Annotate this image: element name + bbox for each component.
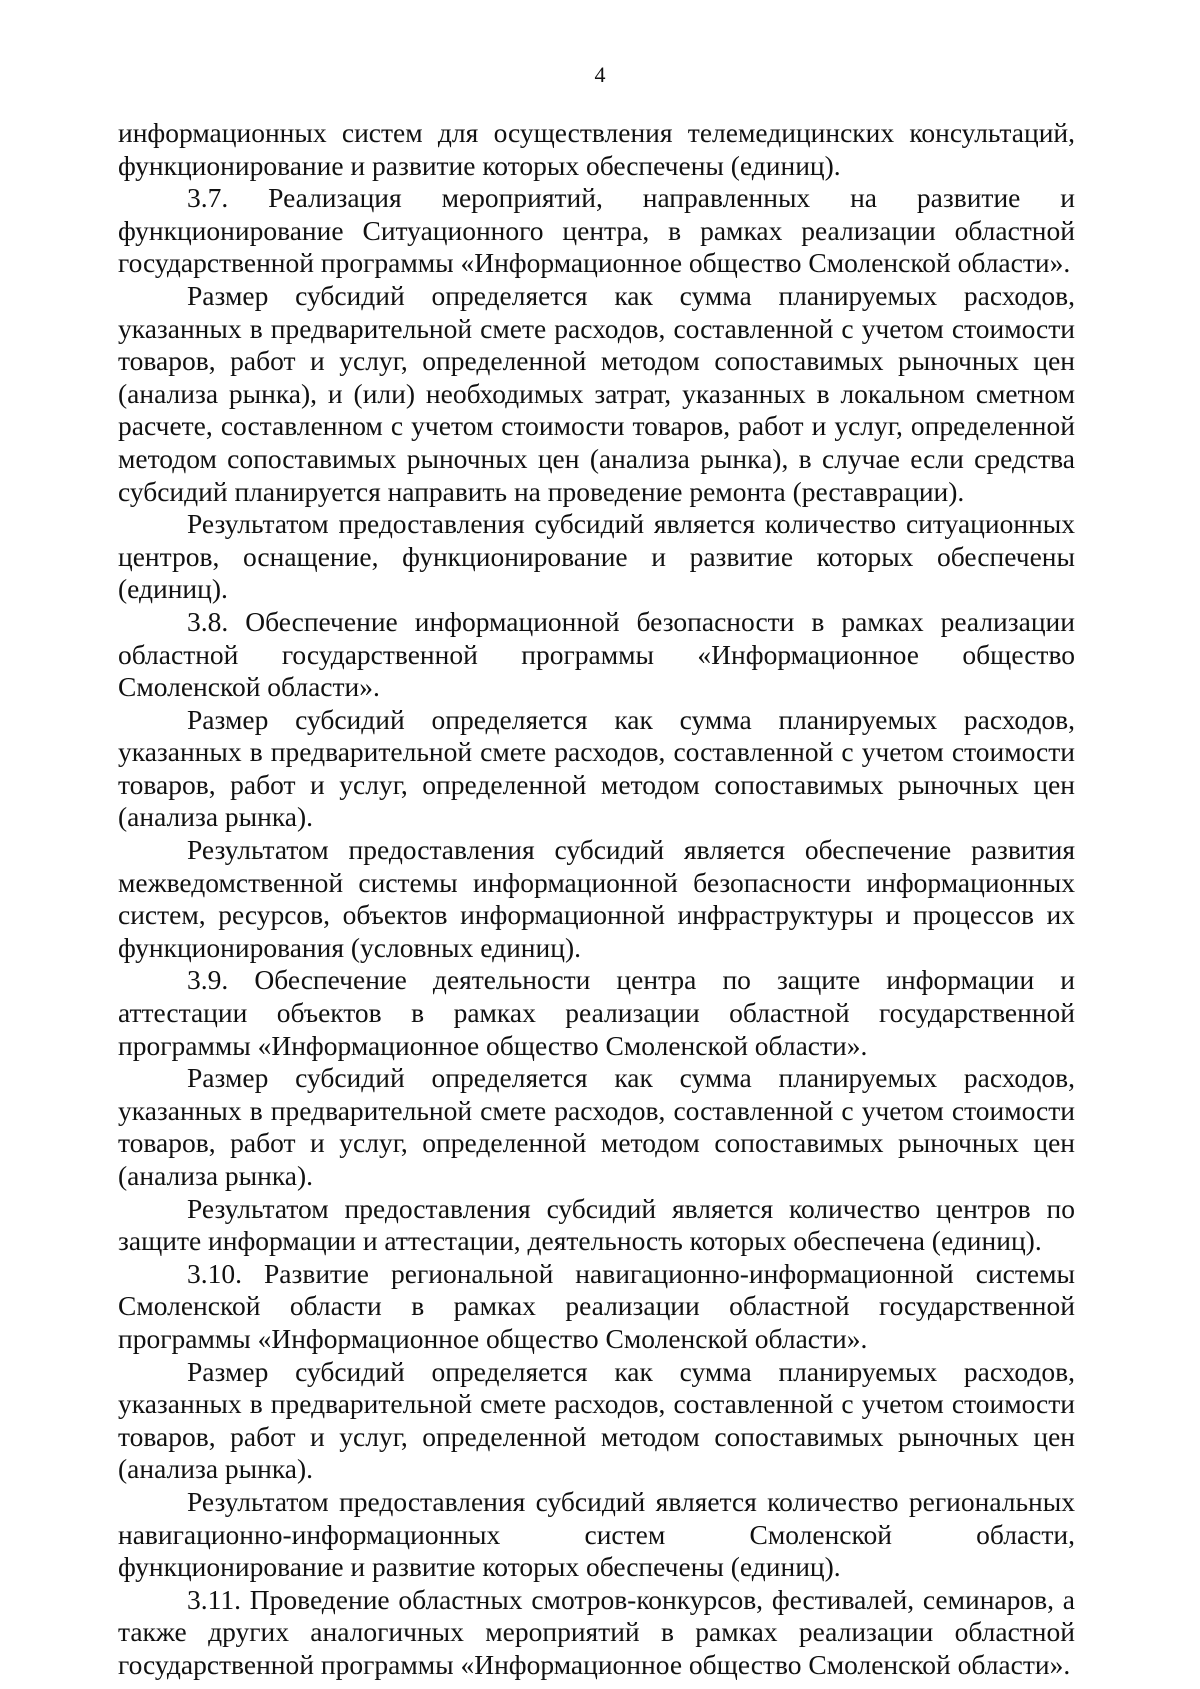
section-3-7-result: Результатом предоставления субсидий является количество ситуационных центров, оснащение, функционирование и развитие которых обеспечены (единиц).: [118, 508, 1075, 605]
section-3-8-heading: 3.8. Обеспечение информационной безопасности в рамках реализации областной государственной программы «Информационное общество Смоленской области».: [118, 605, 1075, 703]
document-body: [118, 117, 1075, 1682]
section-3-8-subsidy-size: Размер субсидий определяется как сумма планируемых расходов, указанных в предварительной смете расходов, составленной с учетом стоимости товаров, работ и услуг, определенной методом сопоставимых рыночных цен (анализа рынка).: [118, 703, 1075, 833]
section-3-11-heading: 3.11. Проведение областных смотров-конкурсов, фестивалей, семинаров, а также других аналогичных мероприятий в рамках реализации областной государственной программы «Информационное общество Смоленской области».: [118, 1583, 1075, 1680]
section-3-10-subsidy-size: Размер субсидий определяется как сумма планируемых расходов, указанных в предварительной смете расходов, составленной с учетом стоимости товаров, работ и услуг, определенной методом сопоставимых рыночных цен (анализа рынка).: [118, 1355, 1075, 1485]
section-3-7-subsidy-size: Размер субсидий определяется как сумма планируемых расходов, указанных в предварительной смете расходов, составленной с учетом стоимости товаров, работ и услуг, определенной методом сопоставимых рыночных цен (анализа рынка), и (или) необходимых затрат, указанных в локальном сметном расчете, составленном с учетом стоимости товаров, работ и услуг, определенной методом сопоставимых рыночных цен (анализа рынка), в случае если средства субсидий планируется направить на проведение ремонта (реставрации).: [118, 279, 1075, 507]
section-3-10-result: Результатом предоставления субсидий является количество региональных навигационно-информационных систем Смоленской области, функционирование и развитие которых обеспечены (единиц).: [118, 1485, 1075, 1583]
section-3-8-result: Результатом предоставления субсидий является обеспечение развития межведомственной системы информационной безопасности информационных систем, ресурсов, объектов информационной инфраструктуры и процессов их функционирования (условных единиц).: [118, 834, 1075, 963]
section-3-9-heading: 3.9. Обеспечение деятельности центра по защите информации и аттестации объектов в рамках реализации областной государственной программы «Информационное общество Смоленской области».: [118, 964, 1075, 1061]
section-3-10-heading: 3.10. Развитие региональной навигационно-информационной системы Смоленской области в рамках реализации областной государственной программы «Информационное общество Смоленской области».: [118, 1257, 1075, 1354]
paragraph-continuation: информационных систем для осуществления телемедицинских консультаций, функционирование и развитие которых обеспечены (единиц).: [118, 117, 1075, 181]
section-3-9-subsidy-size: Размер субсидий определяется как сумма планируемых расходов, указанных в предварительной смете расходов, составленной с учетом стоимости товаров, работ и услуг, определенной методом сопоставимых рыночных цен (анализа рынка).: [118, 1062, 1075, 1191]
page-number: 4: [594, 62, 606, 87]
section-3-7-heading: 3.7. Реализация мероприятий, направленных на развитие и функционирование Ситуационного центра, в рамках реализации областной государственной программы «Информационное общество Смоленской области».: [118, 182, 1075, 279]
section-3-9-result: Результатом предоставления субсидий является количество центров по защите информации и аттестации, деятельность которых обеспечена (единиц).: [118, 1192, 1075, 1257]
